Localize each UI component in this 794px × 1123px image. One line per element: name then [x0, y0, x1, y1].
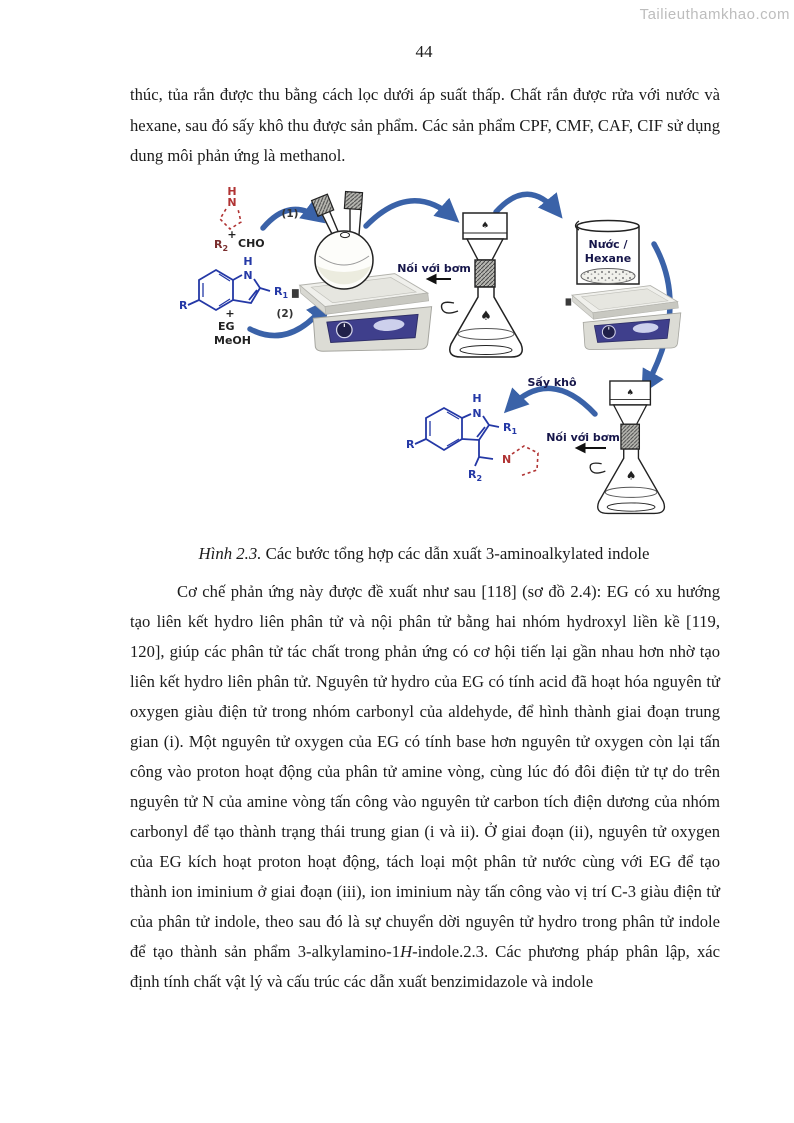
product-r-label: R — [406, 438, 415, 451]
amine-ring — [220, 209, 241, 229]
amine-h-label: H — [227, 186, 237, 198]
watermark: Tailieuthamkhao.com — [639, 6, 790, 23]
synthesis-diagram: ♠ ♠ H N + $R_2$ CHO (1) (2) H N $R_1$ R + EG MeOH Nối với bơm Nước / Hexane Sấy khô Nối với bơm H N $R_1$ R $R_2$ N — [138, 186, 794, 544]
step1-label: (1) — [281, 208, 299, 220]
page-number: 44 — [415, 42, 433, 61]
figure-caption-label: Hình 2.3. — [198, 544, 262, 563]
arrow-flask-to-filter — [366, 201, 454, 226]
flask-stopper-right — [344, 191, 362, 209]
arrow-dry-to-product — [509, 388, 595, 414]
plus-sign-2: + — [225, 307, 235, 320]
aldehyde-cho-label: CHO — [238, 237, 265, 250]
indole-r1-label: $R_1$ — [274, 285, 289, 300]
eg-label: EG — [218, 320, 235, 333]
aldehyde-r2-label: $R_2$ — [214, 238, 229, 253]
product-n-label: N — [472, 407, 482, 420]
product-amine-ring — [512, 446, 538, 476]
paragraph-mechanism-part1: Cơ chế phản ứng này được đề xuất như sau [118] (sơ đồ 2.4): EG có xu hướng tạo liên kết hydro liên phân tử và nội phân tử bằng hai nhóm hydroxyl liền kề [119, 120], giúp các phân tử tác chất trong phản ứng có cơ hội tiến lại gần nhau hơn nhờ tạo liên kết hydro liên phân tử. Nguyên tử hydro của EG có tính acid đã hoạt hóa nguyên tử oxygen giàu điện tử trong nhóm carbonyl của aldehyde, để hình thành giai đoạn trung gian (i). Một nguyên tử oxygen của EG có tính base hơn nguyên tử oxygen còn lại tấn công vào proton hoạt động của phân tử amine vòng, cùng lúc đó đôi điện tử tự do trên nguyên tử N của amine vòng tấn công vào nguyên tử carbon tích điện dương của nhóm carbonyl để tạo thành trạng thái trung gian (i và ii). Ở giai đoạn (ii), nguyên tử oxygen của EG kích hoạt proton hoạt động, tách loại một phân tử nước cùng với EG để tạo thành ion iminium ở giai đoạn (iii), ion iminium này tấn công vào vị trí C-3 giàu điện tử của phân tử indole, theo sau đó là sự chuyển dời nguyên tử hydro trong phân tử indole để tạo thành sản phẩm 3-alkylamino-1 — [130, 582, 720, 961]
solvent-label-line2: Hexane — [584, 252, 632, 265]
paragraph-top: thúc, tủa rắn được thu bằng cách lọc dưới áp suất thấp. Chất rắn được rửa với nước và hexane, sau đó sấy khô thu được sản phẩm. Các sản phẩm CPF, CMF, CAF, CIF sử dụng dung môi phản ứng là methanol. — [130, 85, 720, 165]
filter-assembly-1 — [442, 213, 523, 357]
amine-n-label: N — [227, 196, 237, 209]
reactant-indole — [179, 255, 288, 312]
arrow-filter-to-beaker — [496, 194, 558, 213]
paragraph-mechanism — [130, 577, 720, 997]
figure-synthesis-scheme — [138, 186, 794, 544]
plus-sign-1: + — [227, 228, 237, 241]
solvent-label-line1: Nước / — [588, 238, 628, 251]
product-amine-n-label: N — [502, 453, 512, 466]
dry-label: Sấy khô — [527, 376, 577, 389]
stirrer-1 — [292, 274, 432, 352]
reactant-cyclic-amine — [214, 186, 265, 253]
two-neck-flask — [312, 191, 373, 289]
product-h-label: H — [472, 392, 482, 405]
meoh-label: MeOH — [214, 334, 251, 347]
paragraph-mechanism-part2: -indole.2.3. Các phương pháp phân lập, xác định tính chất vật lý và cấu trúc các dẫn xuất benzimidazole và indole — [130, 942, 720, 991]
step2-label: (2) — [276, 308, 294, 320]
figure-caption — [130, 544, 718, 564]
product-aminoalkyl-indole — [406, 392, 538, 483]
product-r1-label: $R_1$ — [503, 421, 518, 436]
pump-label-2: Nối với bơm — [546, 431, 620, 444]
indole-r-label: R — [179, 299, 188, 312]
pump-label-1: Nối với bơm — [397, 262, 471, 275]
indole-n-label: N — [243, 269, 253, 282]
stirrer-2 — [566, 286, 681, 350]
beaker-water-hexane — [576, 221, 640, 285]
indole-h-label: H — [243, 255, 253, 268]
paragraph-mechanism-italic-h: H — [400, 942, 413, 961]
figure-caption-text: Các bước tổng hợp các dẫn xuất 3-aminoalkylated indole — [261, 544, 650, 563]
product-r2-label: $R_2$ — [468, 468, 483, 483]
